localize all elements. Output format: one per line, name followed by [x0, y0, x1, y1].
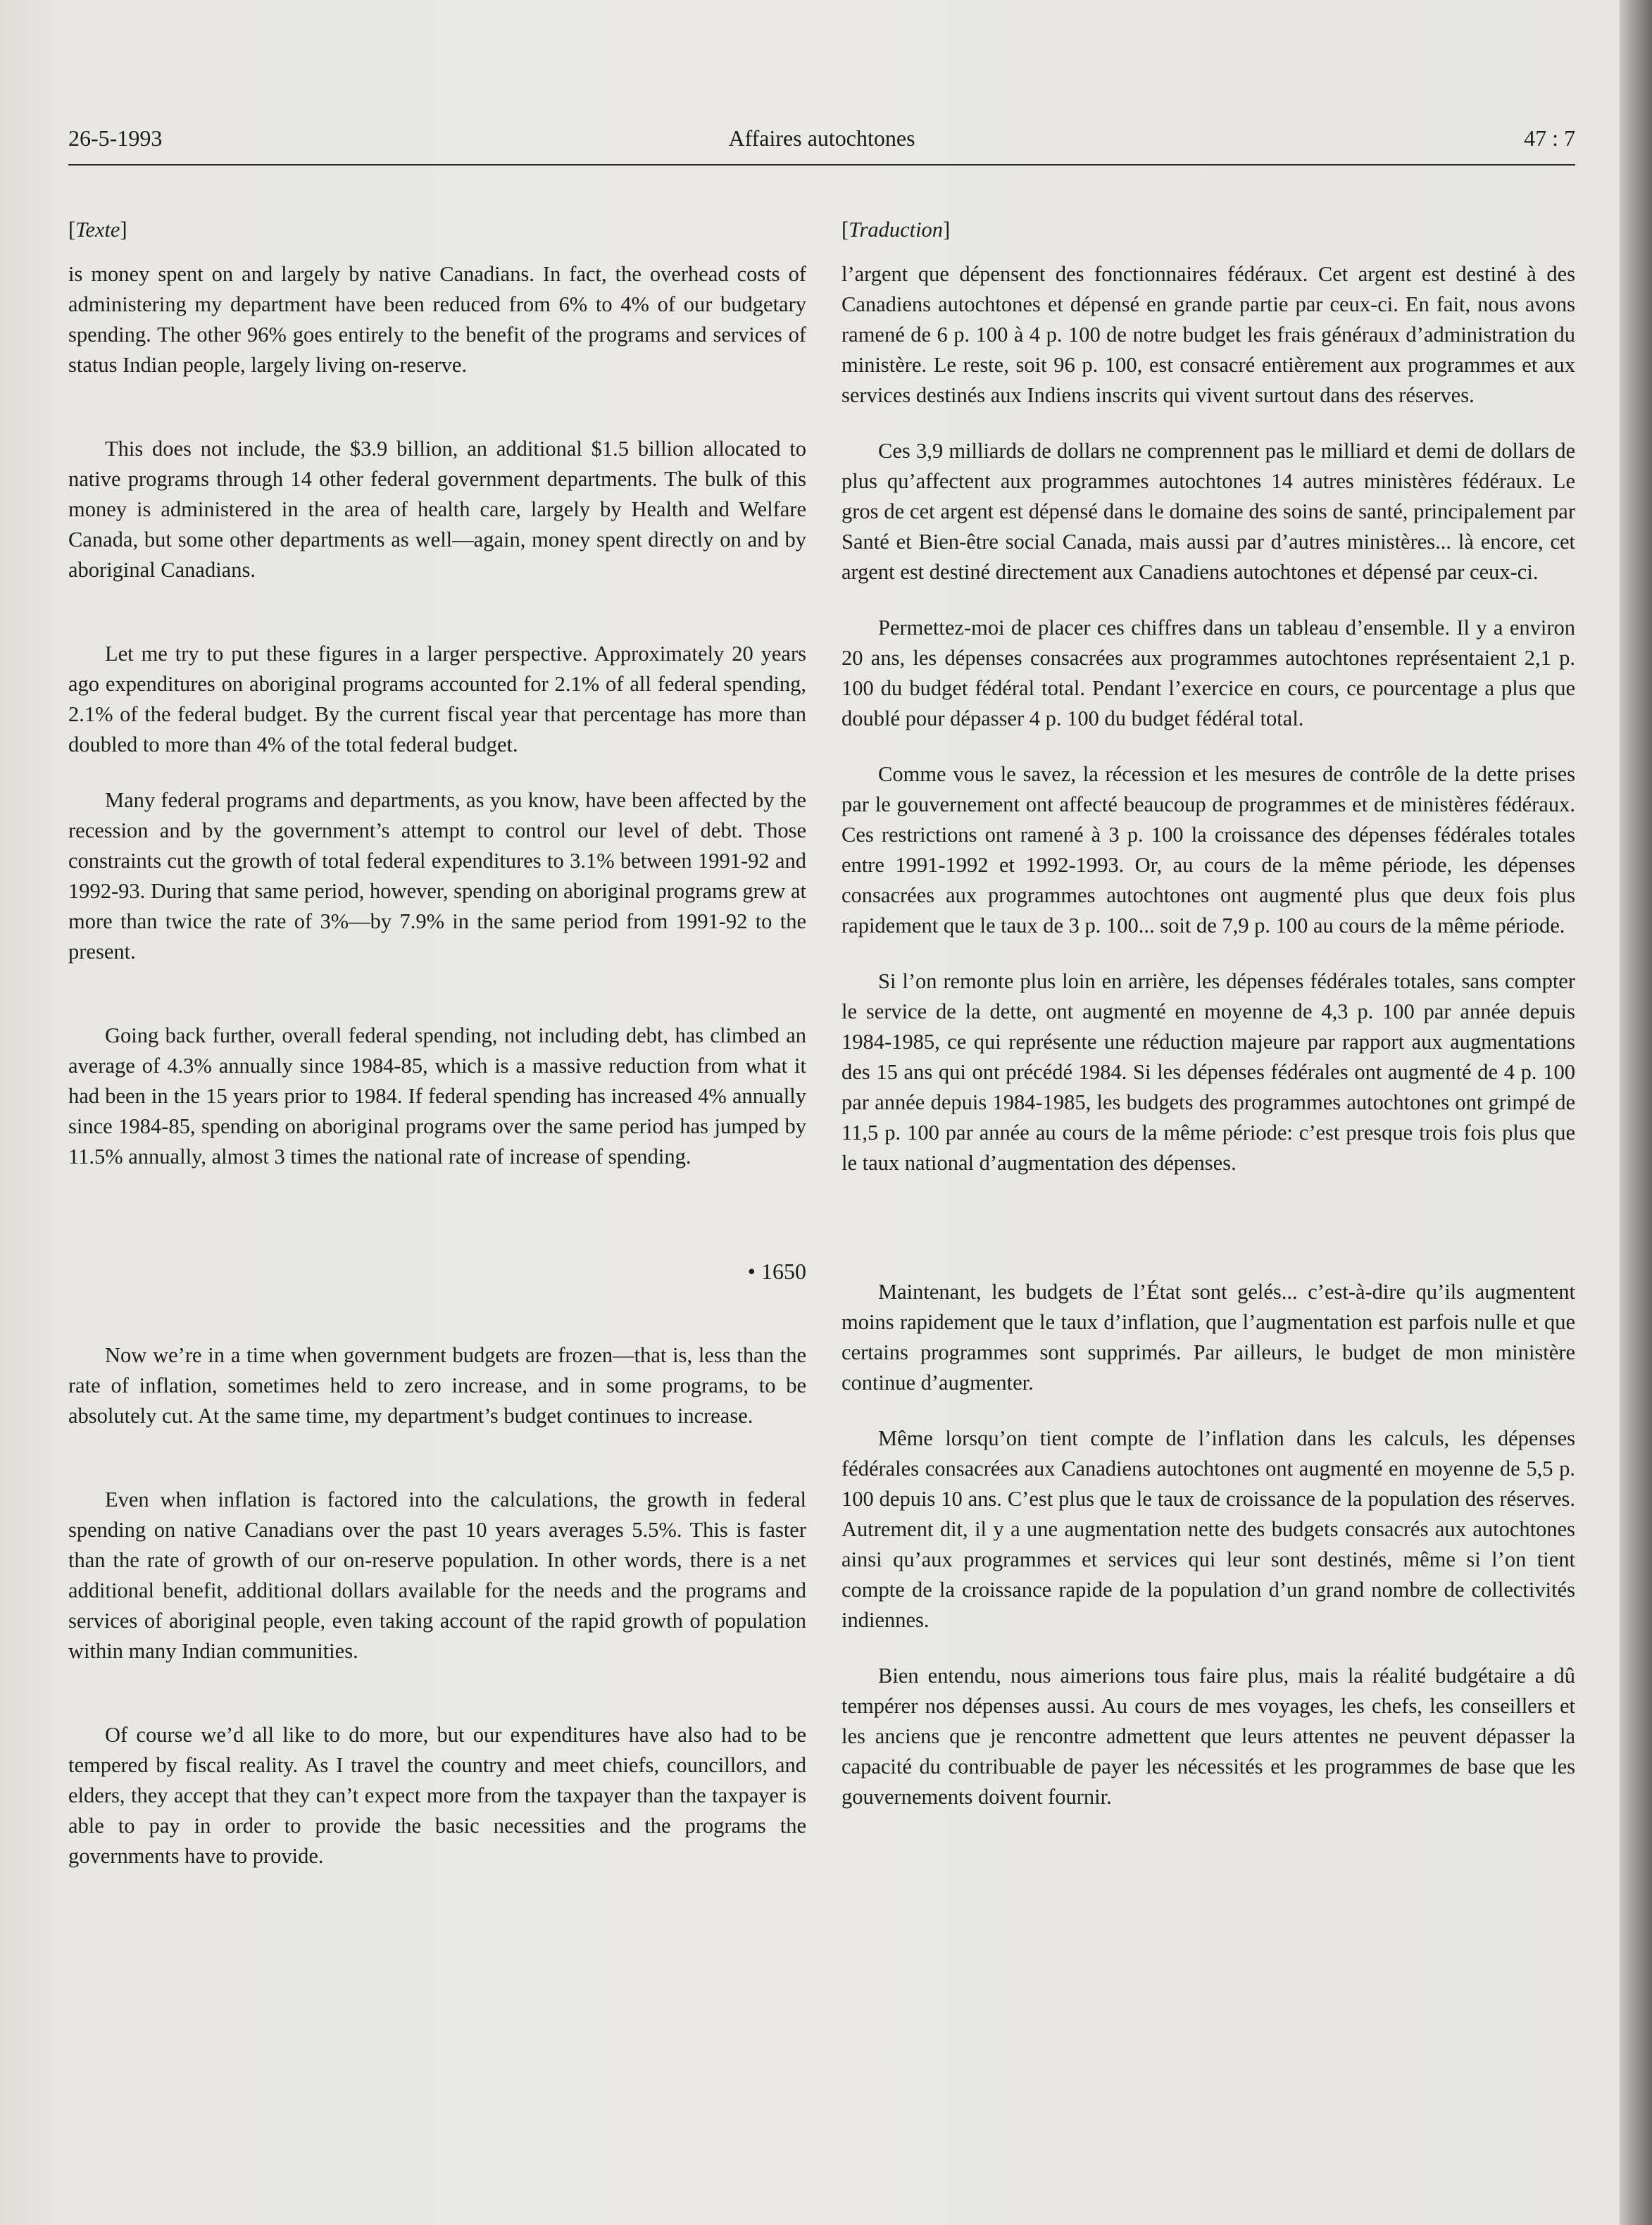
header-page-number: 47 : 7	[1524, 125, 1575, 151]
paragraph: Many federal programs and departments, as you know, have been affected by the recession and by the government’s attempt to control our level of debt. Those constraints cut the growth of total federal expenditures to 3.1% between 1991-92 and 1992-93. During that same period, however, spending on aboriginal programs grew at more than twice the rate of 3%—by 7.9% in the same period from 1991-92 to the present.	[68, 788, 806, 964]
header-rule	[68, 164, 1575, 166]
column-label-texte: [Texte]	[68, 218, 127, 242]
paragraph: Si l’on remonte plus loin en arrière, les dépenses fédérales totales, sans compter le service de la dette, ont augmenté en moyenne de 4,3 p. 100 par année depuis 1984-1985, ce qui représente une réduction majeure par rapport aux augmentations des 15 ans qui ont précédé 1984. Si les dépenses fédérales ont augmenté de 4 p. 100 par année depuis 1984-1985, les budgets des programmes autochtones ont grimpé de 11,5 p. 100 par année au cours de la même période: c’est presque trois fois plus que le taux national d’augmentation des dépenses.	[841, 969, 1575, 1175]
header-date: 26-5-1993	[68, 125, 163, 151]
paragraph: l’argent que dépensent des fonctionnaires fédéraux. Cet argent est destiné à des Canadiens autochtones et dépensé en grande partie par ceux-ci. En fait, nous avons ramené de 6 p. 100 à 4 p. 100 de notre budget les frais généraux d’administration du ministère. Le reste, soit 96 p. 100, est consacré entièrement aux programmes et aux services destinés aux Indiens inscrits qui vivent surtout dans des réserves.	[841, 262, 1575, 407]
paragraph: Going back further, overall federal spending, not including debt, has climbed an average of 4.3% annually since 1984-85, which is a massive reduction from what it had been in the 15 years prior to 1984. If federal spending has increased 4% annually since 1984-85, spending on aboriginal programs over the same period has jumped by 11.5% annually, almost 3 times the national rate of increase of spending.	[68, 1023, 806, 1168]
paragraph: Of course we’d all like to do more, but our expenditures have also had to be tempered by fiscal reality. As I travel the country and meet chiefs, councillors, and elders, they accept that they can’t expect more from the taxpayer than the taxpayer is able to pay in order to provide the basic necessities and the programs the governments have to provide.	[68, 1723, 806, 1868]
page-header	[68, 125, 1575, 161]
paragraph: Comme vous le savez, la récession et les mesures de contrôle de la dette prises par le gouvernement ont affecté beaucoup de programmes et de ministères fédéraux. Ces restrictions ont ramené à 3 p. 100 la croissance des dépenses fédérales totales entre 1991-1992 et 1992-1993. Or, au cours de la même période, les dépenses consacrées aux programmes autochtones ont augmenté plus que deux fois plus rapidement que le taux de 3 p. 100... soit de 7,9 p. 100 au cours de la même période.	[841, 762, 1575, 937]
paragraph: Let me try to put these figures in a larger perspective. Approximately 20 years ago expenditures on aboriginal programs accounted for 2.1% of all federal spending, 2.1% of the federal budget. By the current fiscal year that percentage has more than doubled to more than 4% of the total federal budget.	[68, 642, 806, 756]
paragraph: This does not include, the $3.9 billion, an additional $1.5 billion allocated to native programs through 14 other federal government departments. The bulk of this money is administered in the area of health care, largely by Health and Welfare Canada, but some other departments as well—again, money spent directly on and by aboriginal Canadians.	[68, 437, 806, 582]
paragraph: Permettez-moi de placer ces chiffres dans un tableau d’ensemble. Il y a environ 20 ans, les dépenses consacrées aux programmes autochtones représentaient 2,1 p. 100 du budget fédéral total. Pendant l’exercice en cours, ce pourcentage a plus que doublé pour dépasser 4 p. 100 du budget fédéral total.	[841, 616, 1575, 730]
paragraph: is money spent on and largely by native Canadians. In fact, the overhead costs of administering my department have been reduced from 6% to 4% of our budgetary spending. The other 96% goes entirely to the benefit of the programs and services of status Indian people, largely living on-reserve.	[68, 262, 806, 377]
paragraph: Bien entendu, nous aimerions tous faire plus, mais la réalité budgétaire a dû tempérer nos dépenses aussi. Au cours de mes voyages, les chefs, les conseillers et les anciens que je rencontre admettent que leurs attentes ne peuvent dépasser la capacité du contribuable de payer les nécessités et les programmes de base que les gouvernements doivent fournir.	[841, 1664, 1575, 1809]
time-marker: • 1650	[747, 1259, 806, 1284]
paragraph: Même lorsqu’on tient compte de l’inflation dans les calculs, les dépenses fédérales consacrées aux Canadiens autochtones ont augmenté en moyenne de 5,5 p. 100 depuis 10 ans. C’est plus que le taux de croissance de la population des réserves. Autrement dit, il y a une augmentation nette des budgets consacrés aux autochtones ainsi qu’aux programmes et services qui leur sont destinés, même si l’on tient compte de la croissance rapide de la population d’un grand nombre de collectivités indiennes.	[841, 1426, 1575, 1632]
paragraph: Even when inflation is factored into the calculations, the growth in federal spending on native Canadians over the past 10 years averages 5.5%. This is faster than the rate of growth of our on-reserve population. In other words, there is a net additional benefit, additional dollars available for the needs and the programs and services of aboriginal people, even taking account of the rapid growth of population within many Indian communities.	[68, 1488, 806, 1663]
paragraph: Maintenant, les budgets de l’État sont gelés... c’est-à-dire qu’ils augmentent moins rapidement que le taux d’inflation, que l’augmentation est parfois nulle et que certains programmes sont supprimés. Par ailleurs, le budget de mon ministère continue d’augmenter.	[841, 1280, 1575, 1395]
paragraph: Now we’re in a time when government budgets are frozen—that is, less than the rate of inflation, sometimes held to zero increase, and in some programs, to be absolutely cut. At the same time, my department’s budget continues to increase.	[68, 1343, 806, 1428]
english-column	[68, 215, 806, 1871]
binding-edge	[1620, 0, 1652, 2225]
french-column	[841, 215, 1575, 1812]
header-title: Affaires autochtones	[728, 125, 915, 151]
paragraph: Ces 3,9 milliards de dollars ne comprennent pas le milliard et demi de dollars de plus qu’affectent aux programmes autochtones 14 autres ministères fédéraux. Le gros de cet argent est dépensé dans le domaine des soins de santé, principalement par Santé et Bien-être social Canada, mais aussi par d’autres ministères... là encore, cet argent est destiné directement aux Canadiens autochtones et dépensé par ceux-ci.	[841, 439, 1575, 584]
column-label-traduction: [Traduction]	[841, 218, 951, 242]
